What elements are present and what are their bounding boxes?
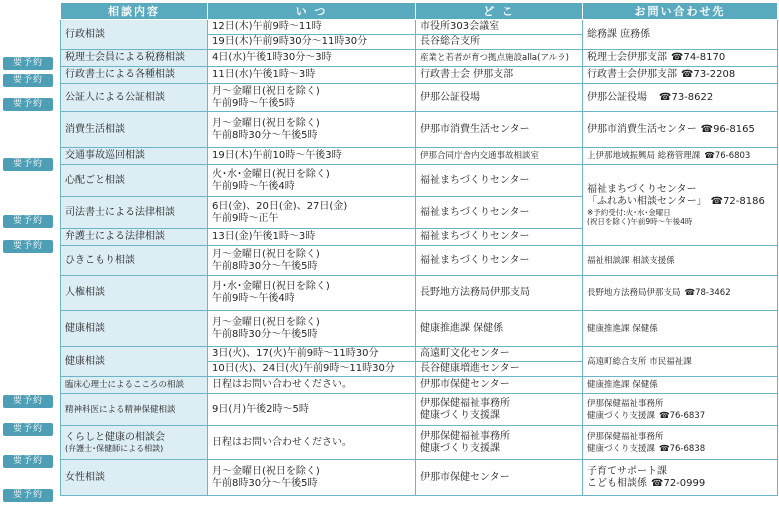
where-cell: 行政書士会 伊那支部: [416, 67, 583, 84]
contact-text: 長野地方法務局伊那支局: [587, 288, 681, 298]
reservation-badges: [0, 0, 56, 516]
phone-number: ☎78-3462: [684, 288, 731, 298]
when-cell: 11日(水)午後1時～3時: [208, 67, 416, 84]
when-cell: [208, 460, 416, 496]
contact-text: 「ふれあい相談センター」: [587, 196, 707, 207]
service-text: 精神科医による精神保健相談: [65, 404, 176, 415]
where-cell: 高遠町文化センター: [416, 347, 583, 362]
table-row: [61, 148, 778, 165]
where-cell: 長谷健康増進センター: [416, 362, 583, 377]
service-cell: 心配ごと相談: [61, 165, 208, 197]
when-cell: [208, 311, 416, 347]
header-when: い つ: [208, 3, 416, 20]
when-cell: [208, 165, 416, 197]
contact-cell: [583, 377, 778, 394]
where-line: 健康づくり支援課: [420, 409, 500, 421]
contact-cell: [583, 426, 778, 460]
service-cell: 女性相談: [61, 460, 208, 496]
when-line: 午前9時～正午: [212, 212, 279, 224]
header-service: 相談内容: [61, 3, 208, 20]
where-cell: 健康推進課 保健係: [416, 311, 583, 347]
service-cell: 弁護士による法律相談: [61, 229, 208, 246]
table-row: [61, 20, 778, 35]
reservation-required-badge: 要予約: [3, 57, 53, 70]
where-cell: [416, 394, 583, 426]
contact-note: (祝日を除く)午前9時～午後4時: [587, 217, 693, 226]
when-line: 火･水･金曜日(祝日を除く): [212, 168, 330, 180]
phone-number: ☎74-8170: [671, 52, 726, 63]
when-cell: 10日(火)、24日(火)午前9時～11時30分: [208, 362, 416, 377]
when-cell: [208, 84, 416, 112]
when-cell: 19日(木)午前9時30分～11時30分: [208, 35, 416, 50]
service-cell: [61, 394, 208, 426]
service-cell: 人権相談: [61, 276, 208, 311]
contact-line: [587, 478, 773, 490]
contact-note: ※予約受付:火･水･金曜日: [587, 208, 671, 217]
service-cell: ひきこもり相談: [61, 246, 208, 276]
contact-cell: [583, 84, 778, 112]
where-cell: [416, 426, 583, 460]
when-line: 午前8時30分～午後5時: [212, 129, 318, 141]
when-line: 月･水･金曜日(祝日を除く): [212, 281, 330, 292]
when-line: 午前9時～午後5時: [212, 97, 295, 109]
where-cell: 福祉まちづくりセンター: [416, 165, 583, 197]
contact-text: 伊那公証役場: [587, 91, 647, 103]
when-line: 午前8時30分～午後5時: [212, 260, 318, 272]
table-row: [61, 426, 778, 460]
reservation-required-badge: 要予約: [3, 98, 53, 111]
when-cell: 3日(火)、17(火)午前9時～11時30分: [208, 347, 416, 362]
contact-text: 税理士会伊那支部: [587, 52, 667, 63]
where-cell: [416, 50, 583, 67]
contact-text: 伊那市消費生活センター: [587, 123, 697, 135]
contact-cell: [583, 276, 778, 311]
contact-cell: [583, 246, 778, 276]
service-text: 臨床心理士によるこころの相談: [65, 380, 185, 390]
service-cell: 行政相談: [61, 20, 208, 50]
service-cell: 消費生活相談: [61, 112, 208, 148]
when-cell: [208, 276, 416, 311]
when-cell: 13日(金)午後1時～3時: [208, 229, 416, 246]
contact-cell: [583, 165, 778, 246]
table-row: [61, 311, 778, 347]
contact-cell: [583, 347, 778, 377]
when-line: 午前9時～午後4時: [212, 293, 295, 304]
where-cell: 福祉まちづくりセンター: [416, 229, 583, 246]
reservation-required-badge: 要予約: [3, 489, 53, 502]
service-cell: 司法書士による法律相談: [61, 197, 208, 229]
contact-line: 子育てサポート課: [587, 465, 667, 477]
service-cell: 健康相談: [61, 347, 208, 377]
table-row: [61, 276, 778, 311]
table-row: [61, 112, 778, 148]
where-text: 産業と若者が育つ拠点施設alla(アルラ): [420, 53, 569, 63]
contact-cell: [583, 394, 778, 426]
contact-text: 健康づくり支援課: [587, 410, 656, 421]
phone-number: ☎76-6837: [659, 410, 706, 421]
when-line: 午前8時30分～午後5時: [212, 477, 318, 489]
phone-number: ☎72-8186: [710, 196, 765, 207]
service-subtext: (弁護士･保健師による相談): [65, 443, 164, 453]
when-line: 午前9時～午後4時: [212, 180, 295, 192]
phone-number: ☎73-8622: [659, 91, 714, 103]
table-row: [61, 377, 778, 394]
contact-text: 健康づくり支援課: [587, 443, 656, 454]
where-cell: 伊那市消費生活センター: [416, 112, 583, 148]
service-cell: [61, 377, 208, 394]
when-cell: [208, 197, 416, 229]
when-cell: 日程はお問い合わせください。: [208, 426, 416, 460]
where-cell: 市役所303会議室: [416, 20, 583, 35]
contact-text: 上伊那地域振興局 総務管理課: [587, 151, 701, 161]
table-header-row: [61, 3, 778, 20]
when-cell: 4日(水)午後1時30分～3時: [208, 50, 416, 67]
reservation-required-badge: 要予約: [3, 215, 53, 228]
contact-line: [587, 196, 773, 208]
where-line: 伊那保健福祉事務所: [420, 397, 510, 409]
where-text: 伊那合同庁舎内交通事故相談室: [420, 151, 540, 161]
consultation-table: [60, 2, 778, 496]
contact-cell: [583, 148, 778, 165]
contact-text: 健康推進課 保健係: [587, 380, 658, 390]
phone-number: ☎76-6838: [659, 443, 706, 454]
where-line: 健康づくり支援課: [420, 442, 500, 454]
contact-text: こども相談係: [587, 477, 647, 489]
service-text: くらしと健康の相談会: [65, 431, 165, 443]
when-cell: [208, 112, 416, 148]
when-cell: 19日(木)午前10時～午後3時: [208, 148, 416, 165]
when-line: 月～金曜日(祝日を除く): [212, 117, 320, 129]
when-line: 月～金曜日(祝日を除く): [212, 248, 320, 260]
where-cell: 長谷総合支所: [416, 35, 583, 50]
contact-text: 健康推進課 保健係: [587, 323, 658, 334]
contact-line: [587, 443, 773, 455]
reservation-required-badge: 要予約: [3, 158, 53, 171]
service-cell: 税理士会員による税務相談: [61, 50, 208, 67]
table-row: [61, 84, 778, 112]
where-cell: 福祉まちづくりセンター: [416, 197, 583, 229]
service-cell: 行政書士による各種相談: [61, 67, 208, 84]
where-cell: 伊那公証役場: [416, 84, 583, 112]
where-cell: 長野地方法務局伊那支局: [416, 276, 583, 311]
service-cell: [61, 426, 208, 460]
reservation-required-badge: 要予約: [3, 395, 53, 408]
when-line: 6日(金)、20日(金)、27日(金): [212, 200, 348, 212]
contact-cell: [583, 112, 778, 148]
header-where: ど こ: [416, 3, 583, 20]
reservation-required-badge: 要予約: [3, 240, 53, 253]
phone-number: ☎76-6803: [704, 151, 751, 161]
when-line: 月～金曜日(祝日を除く): [212, 465, 320, 477]
reservation-required-badge: 要予約: [3, 455, 53, 468]
table-row: [61, 50, 778, 67]
header-contact: お問い合わせ先: [583, 3, 778, 20]
when-cell: [208, 246, 416, 276]
phone-number: ☎96-8165: [700, 123, 755, 135]
phone-number: ☎72-0999: [651, 477, 706, 489]
service-cell: 公証人による公証相談: [61, 84, 208, 112]
contact-text: 福祉相談課 相談支援係: [587, 255, 675, 266]
where-cell: 伊那市保健センター: [416, 377, 583, 394]
where-cell: [416, 148, 583, 165]
contact-cell: [583, 460, 778, 496]
when-cell: 12日(木)午前9時～11時: [208, 20, 416, 35]
reservation-required-badge: 要予約: [3, 74, 53, 87]
contact-cell: [583, 50, 778, 67]
service-cell: 交通事故巡回相談: [61, 148, 208, 165]
table-row: [61, 246, 778, 276]
contact-line: 福祉まちづくりセンター: [587, 184, 697, 195]
contact-text: 行政書士会伊那支部: [587, 69, 677, 80]
when-cell: 日程はお問い合わせください。: [208, 377, 416, 394]
table-row: [61, 67, 778, 84]
when-line: 月～金曜日(祝日を除く): [212, 316, 320, 328]
reservation-required-badge: 要予約: [3, 423, 53, 436]
phone-number: ☎73-2208: [681, 69, 736, 80]
where-cell: 福祉まちづくりセンター: [416, 246, 583, 276]
where-line: 伊那保健福祉事務所: [420, 430, 510, 442]
contact-cell: [583, 311, 778, 347]
service-cell: 健康相談: [61, 311, 208, 347]
when-line: 午前8時30分～午後5時: [212, 328, 318, 340]
contact-line: 伊那保健福祉事務所: [587, 398, 664, 409]
contact-text: 高遠町総合支所 市民福祉課: [587, 356, 692, 367]
contact-line: [587, 410, 773, 422]
contact-cell: [583, 67, 778, 84]
when-cell: 9日(月)午後2時～5時: [208, 394, 416, 426]
when-line: 月～金曜日(祝日を除く): [212, 85, 320, 97]
table-row: [61, 347, 778, 362]
contact-line: 伊那保健福祉事務所: [587, 431, 664, 442]
table-row: [61, 394, 778, 426]
table-row: [61, 460, 778, 496]
where-cell: 伊那市保健センター: [416, 460, 583, 496]
contact-cell: 総務課 庶務係: [583, 20, 778, 50]
table-row: [61, 165, 778, 197]
